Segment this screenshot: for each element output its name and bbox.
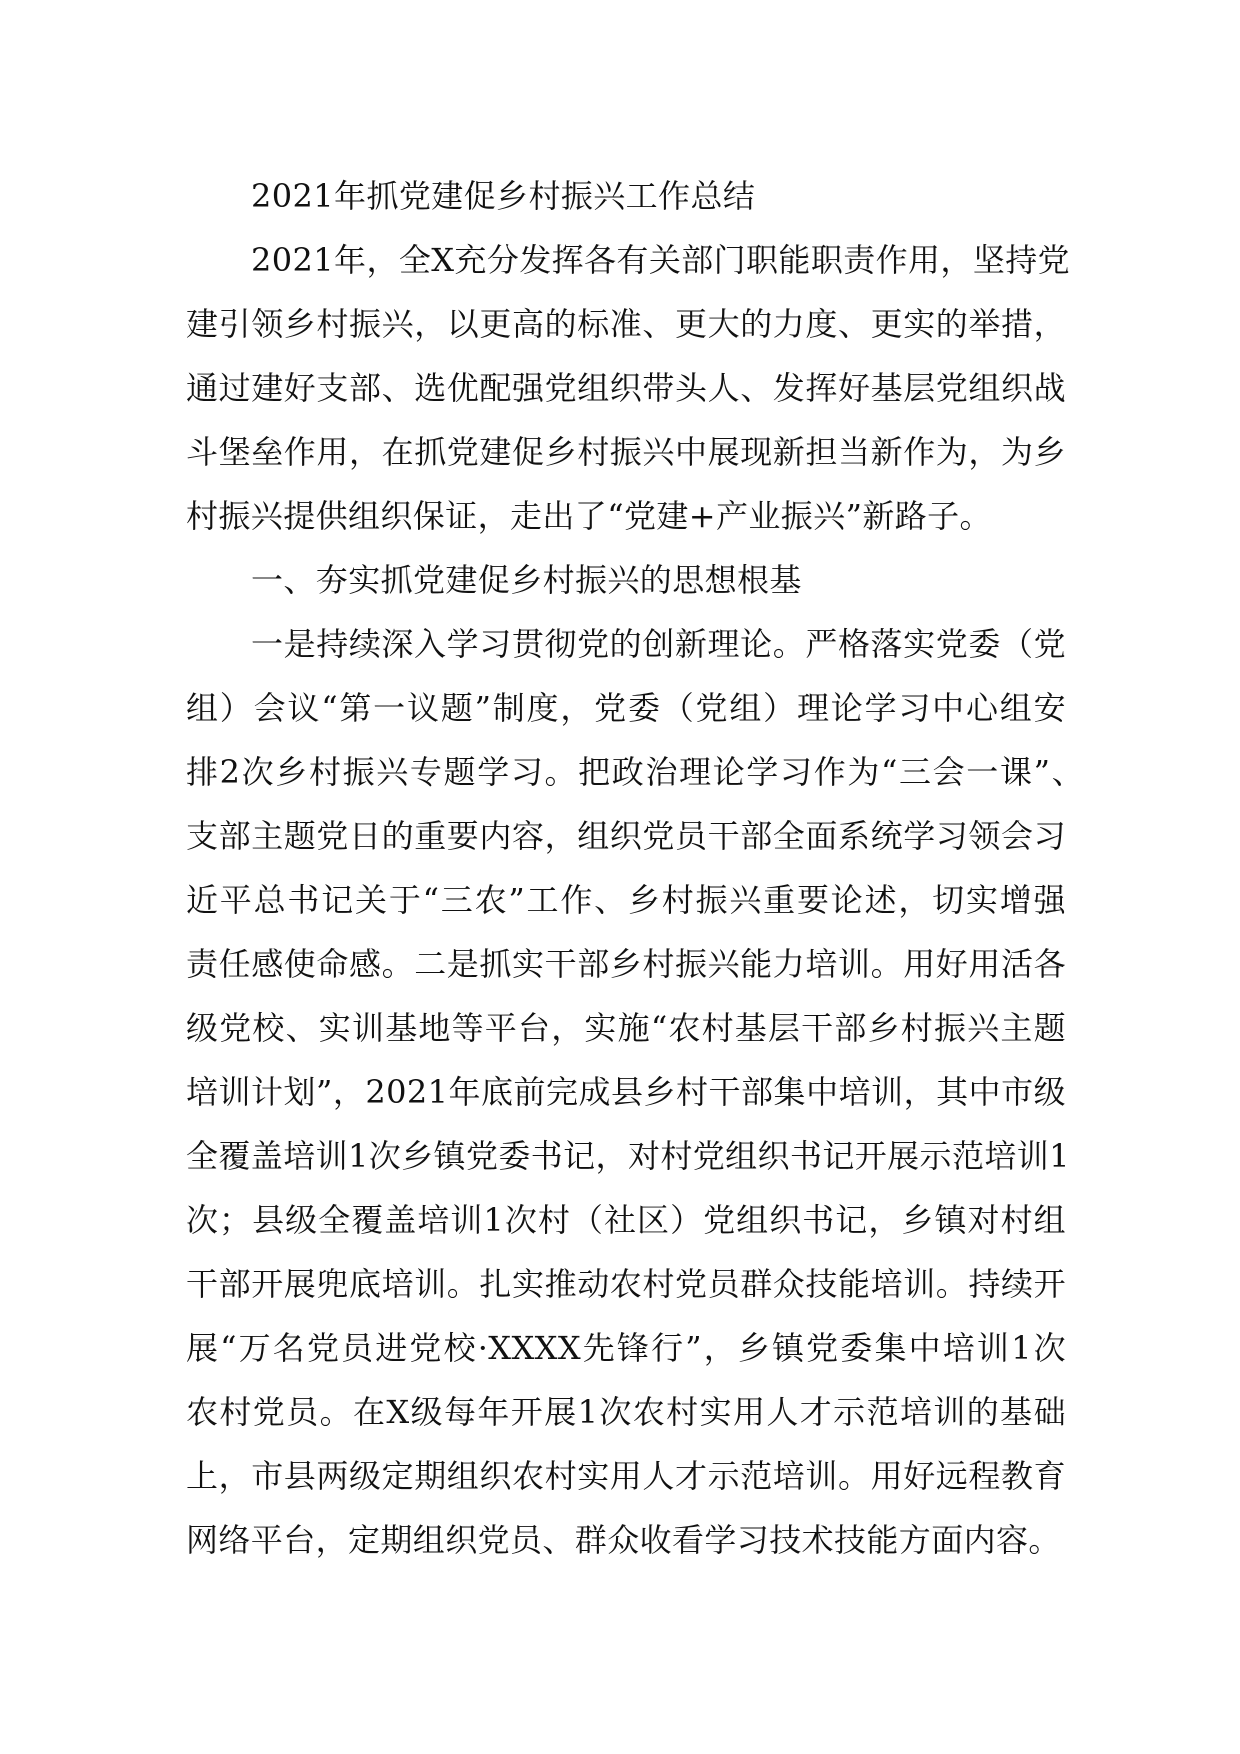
- paragraph-line: 排2次乡村振兴专题学习。把政治理论学习作为“三会一课”、: [186, 753, 1084, 791]
- paragraph-line: 支部主题党日的重要内容，组织党员干部全面系统学习领会习: [186, 817, 1066, 855]
- paragraph-line: 级党校、实训基地等平台，实施“农村基层干部乡村振兴主题: [186, 1009, 1066, 1047]
- paragraph-line: 斗堡垒作用，在抓党建促乡村振兴中展现新担当新作为，为乡: [186, 433, 1066, 471]
- paragraph-line: 村振兴提供组织保证，走出了“党建+产业振兴”新路子。: [186, 497, 992, 535]
- paragraph-line: 网络平台，定期组织党员、群众收看学习技术技能方面内容。: [186, 1521, 1061, 1559]
- paragraph-line: 一是持续深入学习贯彻党的创新理论。严格落实党委（党: [251, 625, 1066, 663]
- section-heading: 一、夯实抓党建促乡村振兴的思想根基: [251, 561, 802, 599]
- paragraph-line: 干部开展兜底培训。扎实推动农村党员群众技能培训。持续开: [186, 1265, 1066, 1303]
- paragraph-line: 全覆盖培训1次乡镇党委书记，对村党组织书记开展示范培训1: [186, 1137, 1070, 1175]
- paragraph-line: 通过建好支部、选优配强党组织带头人、发挥好基层党组织战: [186, 369, 1066, 407]
- paragraph-line: 农村党员。在X级每年开展1次农村实用人才示范培训的基础: [186, 1393, 1066, 1431]
- paragraph-line: 上，市县两级定期组织农村实用人才示范培训。用好远程教育: [186, 1457, 1066, 1495]
- paragraph-line: 次；县级全覆盖培训1次村（社区）党组织书记，乡镇对村组: [186, 1201, 1066, 1239]
- paragraph-line: 展“万名党员进党校·XXXX先锋行”，乡镇党委集中培训1次: [186, 1329, 1066, 1367]
- paragraph-line: 组）会议“第一议题”制度，党委（党组）理论学习中心组安: [186, 689, 1066, 727]
- paragraph-line: 建引领乡村振兴，以更高的标准、更大的力度、更实的举措，: [186, 305, 1066, 343]
- paragraph-line: 近平总书记关于“三农”工作、乡村振兴重要论述，切实增强: [186, 881, 1066, 919]
- document-title: 2021年抓党建促乡村振兴工作总结: [251, 177, 756, 215]
- paragraph-line: 培训计划”，2021年底前完成县乡村干部集中培训，其中市级: [186, 1073, 1066, 1111]
- paragraph-line: 2021年，全X充分发挥各有关部门职能职责作用，坚持党: [251, 241, 1071, 279]
- paragraph-line: 责任感使命感。二是抓实干部乡村振兴能力培训。用好用活各: [186, 945, 1066, 983]
